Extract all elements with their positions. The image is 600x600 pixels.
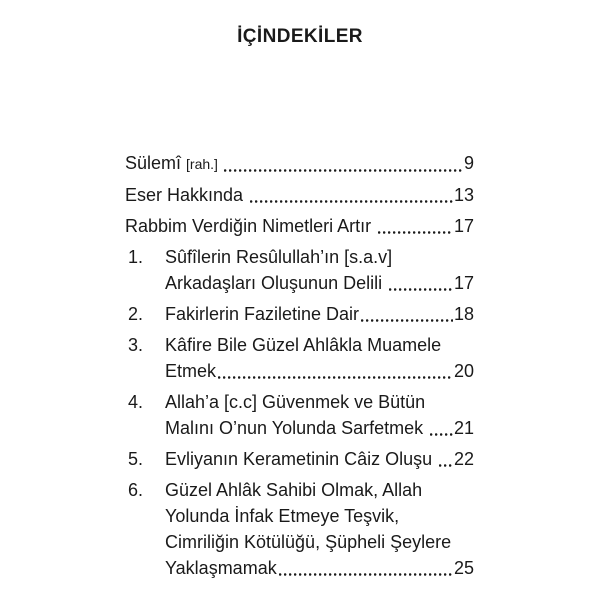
toc-entry: [125, 213, 474, 239]
entry-title-text: Malını O’nun Yolunda Sarfetmek: [165, 418, 429, 438]
entry-number: 4.: [128, 392, 144, 412]
entry-title-text: Cimriliğin Kötülüğü, Şüpheli Şeylere: [165, 532, 452, 552]
entry-line: [165, 389, 474, 415]
dot-leader: [224, 169, 463, 172]
entry-title-text: Kâfire Bile Güzel Ahlâkla Muamele: [165, 335, 442, 355]
entry-number: 6.: [128, 480, 144, 500]
entry-title-text: Sûfîlerin Resûlullah’ın [s.a.v]: [165, 247, 393, 267]
entry-title-text: Yolunda İnfak Etmeye Teşvik,: [165, 506, 400, 526]
entry-number: 5.: [128, 449, 144, 469]
entry-line: [165, 503, 474, 529]
entry-title-text: Allah’a [c.c] Güvenmek ve Bütün: [165, 392, 426, 412]
entry-number: 1.: [128, 247, 144, 267]
entry-line: [165, 301, 474, 327]
toc-entry: [125, 332, 474, 384]
toc-entry: [125, 389, 474, 441]
page-number: 18: [453, 304, 474, 324]
dot-leader: [250, 200, 453, 203]
entry-title-text: Yaklaşmamak: [165, 558, 277, 578]
page-number: 17: [453, 216, 474, 236]
entry-number: 3.: [128, 335, 144, 355]
entry-title-text: Sülemî: [125, 153, 187, 173]
entry-body: [125, 150, 474, 177]
entry-line: [165, 446, 474, 472]
entry-line: [125, 182, 474, 208]
entry-annotation: [rah.]: [186, 156, 222, 172]
page-number: 22: [453, 449, 474, 469]
entry-line: [125, 150, 474, 177]
page-number: 20: [453, 361, 474, 381]
dot-leader: [218, 376, 453, 379]
dot-leader: [378, 231, 453, 234]
table-of-contents: [125, 150, 474, 586]
toc-entry: [125, 477, 474, 581]
dot-leader: [430, 433, 453, 436]
dot-leader: [389, 288, 453, 291]
dot-leader: [279, 573, 453, 576]
entry-body: [165, 446, 474, 472]
entry-title-text: Evliyanın Kerametinin Câiz Oluşu: [165, 449, 438, 469]
entry-title-text: Etmek: [165, 361, 217, 381]
entry-body: [165, 477, 474, 581]
entry-title-text: Fakirlerin Faziletine Dair: [165, 304, 360, 324]
entry-body: [165, 301, 474, 327]
page-number: 9: [463, 153, 474, 173]
entry-title-text: Rabbim Verdiğin Nimetleri Artır: [125, 216, 377, 236]
page-number: 25: [453, 558, 474, 578]
dot-leader: [361, 319, 453, 322]
entry-line: [165, 332, 474, 358]
entry-line: [165, 529, 474, 555]
entry-line: [165, 415, 474, 441]
entry-number: 2.: [128, 304, 144, 324]
page-title: İÇİNDEKİLER: [237, 26, 363, 47]
entry-line: [165, 477, 474, 503]
toc-entry: [125, 150, 474, 177]
entry-line: [165, 244, 474, 270]
toc-entry: [125, 244, 474, 296]
toc-entry: [125, 301, 474, 327]
entry-title-text: Güzel Ahlâk Sahibi Olmak, Allah: [165, 480, 423, 500]
entry-body: [125, 213, 474, 239]
entry-body: [165, 244, 474, 296]
entry-body: [165, 332, 474, 384]
entry-title-text: Eser Hakkında: [125, 185, 249, 205]
toc-entry: [125, 446, 474, 472]
entry-line: [125, 213, 474, 239]
entry-line: [165, 555, 474, 581]
entry-line: [165, 358, 474, 384]
page-number: 13: [453, 185, 474, 205]
page-number: 17: [453, 273, 474, 293]
entry-line: [165, 270, 474, 296]
page-number: 21: [453, 418, 474, 438]
entry-body: [165, 389, 474, 441]
toc-entry: [125, 182, 474, 208]
dot-leader: [439, 464, 453, 467]
entry-title-text: Arkadaşları Oluşunun Delili: [165, 273, 388, 293]
entry-body: [125, 182, 474, 208]
